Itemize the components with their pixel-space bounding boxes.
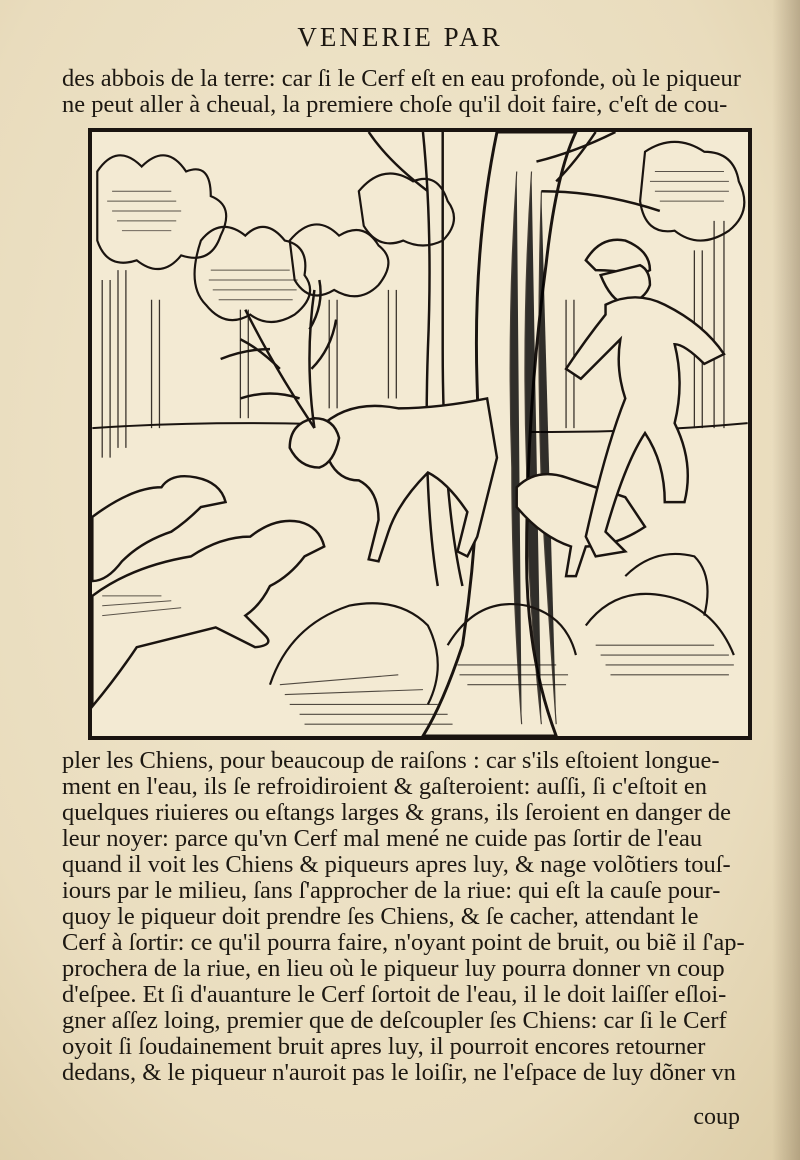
top-paragraph bbox=[62, 66, 762, 118]
text-line: des abbois de la terre: car ſi le Cerf eſt en eau profonde, où le piqueur bbox=[62, 65, 741, 92]
text-line: ne peut aller à cheual, la premiere choſe qu'il doit faire, c'eſt de cou- bbox=[62, 91, 728, 118]
text-line: iours par le milieu, ſans ſ'approcher de la riue: qui eſt la cauſe pour- bbox=[62, 877, 721, 904]
woodcut-illustration bbox=[88, 128, 752, 740]
text-line: gner aſſez loing, premier que de deſcoupler ſes Chiens: car ſi le Cerf bbox=[62, 1007, 727, 1034]
text-line: quand il voit les Chiens & piqueurs apres luy, & nage volõtiers touſ- bbox=[62, 851, 731, 878]
text-line: pler les Chiens, pour beaucoup de raiſons : car s'ils eſtoient longue- bbox=[62, 747, 720, 774]
spine-shadow bbox=[772, 0, 800, 1160]
text-line: dedans, & le piqueur n'auroit pas le loiſir, ne l'eſpace de luy dõner vn bbox=[62, 1059, 736, 1086]
woodcut-svg bbox=[92, 132, 748, 736]
catchword: coup bbox=[693, 1104, 740, 1130]
text-line: oyoit ſi ſoudainement bruit apres luy, il pourroit encores retourner bbox=[62, 1033, 706, 1060]
text-line: prochera de la riue, en lieu où le piqueur luy pourra donner vn coup bbox=[62, 955, 725, 982]
text-line: leur noyer: parce qu'vn Cerf mal mené ne cuide pas ſortir de l'eau bbox=[62, 825, 703, 852]
text-line: Cerf à ſortir: ce qu'il pourra faire, n'oyant point de bruit, ou biẽ il ſ'ap- bbox=[62, 929, 745, 956]
text-line: quoy le piqueur doit prendre ſes Chiens, & ſe cacher, attendant le bbox=[62, 903, 699, 930]
text-line: ment en l'eau, ils ſe refroidiroient & gaſteroient: auſſi, ſi c'eſtoit en bbox=[62, 773, 707, 800]
text-line: d'eſpee. Et ſi d'auanture le Cerf ſortoit de l'eau, il le doit laiſſer eſloi- bbox=[62, 981, 727, 1008]
main-paragraph bbox=[62, 748, 762, 1086]
text-line: quelques riuieres ou eſtangs larges & grans, ils ſeroient en danger de bbox=[62, 799, 732, 826]
running-head: VENERIE PAR bbox=[297, 22, 503, 52]
